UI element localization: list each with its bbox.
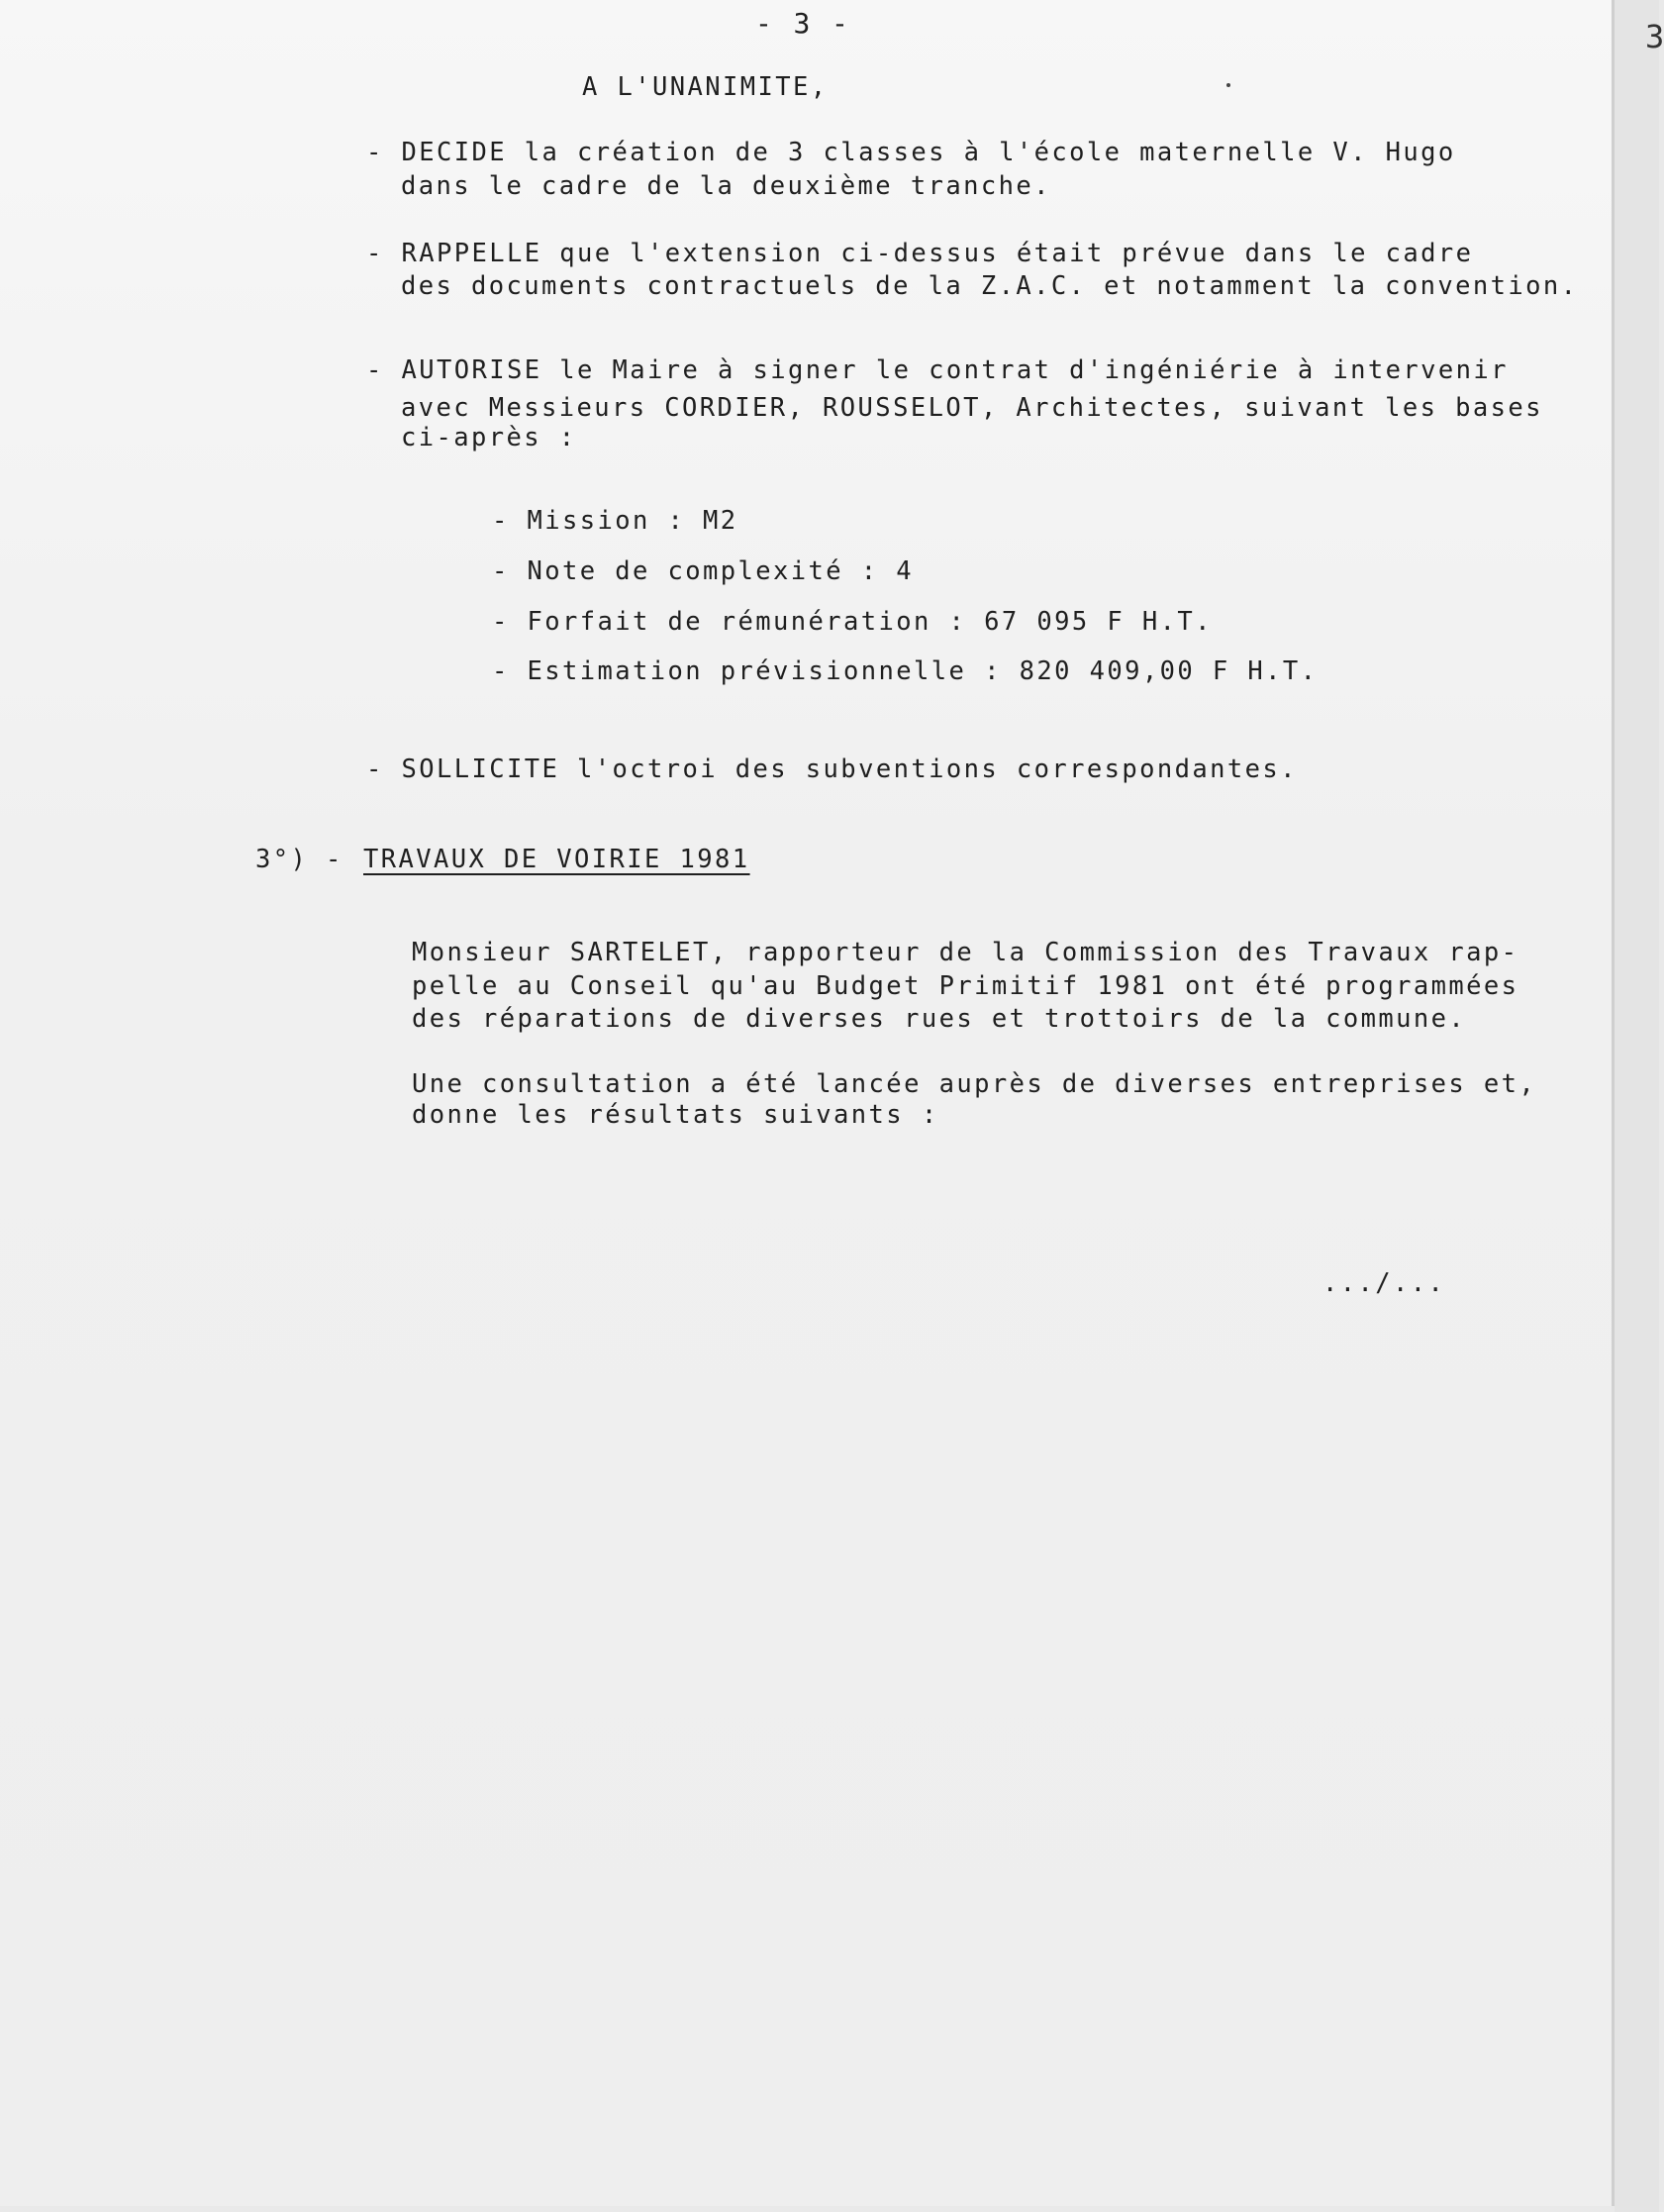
next-page-number-fragment: 3	[1645, 18, 1664, 55]
section-number: 3°) -	[255, 845, 343, 874]
autorise-line-2: avec Messieurs CORDIER, ROUSSELOT, Architectes, suivant les bases	[401, 393, 1543, 423]
page-number: - 3 -	[755, 7, 851, 40]
autorise-line-3: ci-après :	[401, 423, 577, 452]
next-page-edge	[1615, 0, 1659, 2212]
base-item-mission: - Mission : M2	[492, 506, 738, 536]
decide-line-1: - DECIDE la création de 3 classes à l'école maternelle V. Hugo	[366, 138, 1456, 167]
rappelle-line-2: des documents contractuels de la Z.A.C. et notamment la convention.	[401, 271, 1579, 301]
ink-speck	[1226, 83, 1230, 87]
paragraph-2-line-2: donne les résultats suivants :	[412, 1100, 939, 1130]
decide-line-2: dans le cadre de la deuxième tranche.	[401, 171, 1051, 201]
paragraph-1-line-3: des réparations de diverses rues et trottoirs de la commune.	[412, 1004, 1467, 1034]
paragraph-2-line-1: Une consultation a été lancée auprès de diverses entreprises et,	[412, 1069, 1537, 1099]
sollicite-line: - SOLLICITE l'octroi des subventions correspondantes.	[366, 754, 1298, 784]
continuation-mark: .../...	[1322, 1268, 1446, 1298]
section-title: TRAVAUX DE VOIRIE 1981	[363, 845, 750, 874]
base-item-estimate: - Estimation prévisionnelle : 820 409,00 F H.T.	[492, 656, 1319, 686]
paragraph-1-line-2: pelle au Conseil qu'au Budget Primitif 1981 ont été programmées	[412, 971, 1519, 1001]
base-item-complexity: - Note de complexité : 4	[492, 556, 915, 586]
base-item-fee: - Forfait de rémunération : 67 095 F H.T.	[492, 607, 1213, 637]
rappelle-line-1: - RAPPELLE que l'extension ci-dessus était prévue dans le cadre	[366, 239, 1474, 268]
paragraph-1-line-1: Monsieur SARTELET, rapporteur de la Commission des Travaux rap-	[412, 938, 1519, 967]
autorise-line-1: - AUTORISE le Maire à signer le contrat d'ingéniérie à intervenir	[366, 355, 1509, 385]
unanimity-heading: A L'UNANIMITE,	[582, 72, 829, 102]
